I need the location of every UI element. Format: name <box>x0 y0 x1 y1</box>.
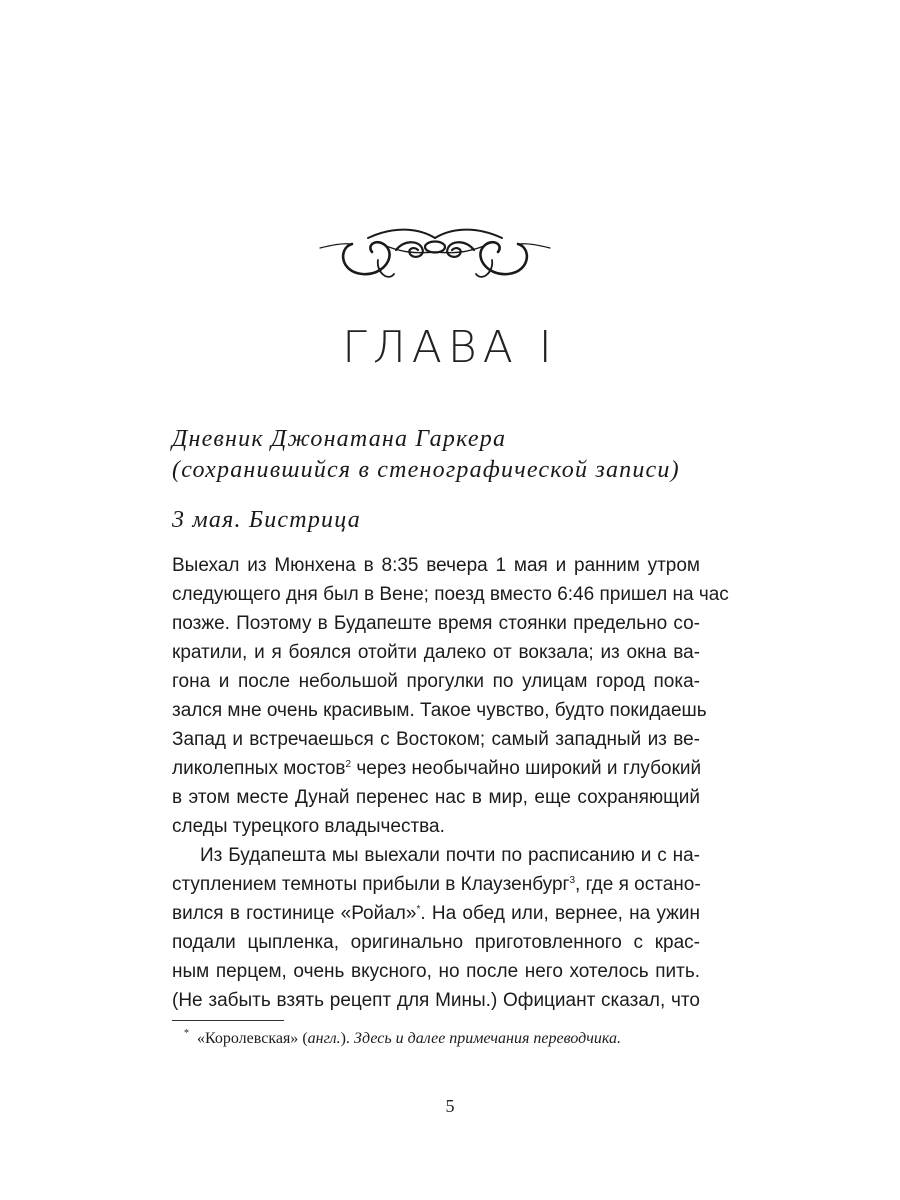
text-line: Запад и встречаешься с Востоком; самый западный из ве- <box>172 729 700 750</box>
body-text <box>172 551 729 1015</box>
text-fragment: ступлением темноты прибыли в Клаузенбург <box>172 874 570 895</box>
decorative-flourish-icon <box>318 226 552 286</box>
footnote-ref[interactable]: * <box>416 904 421 915</box>
text-fragment: , где я остано- <box>575 874 701 895</box>
text-line: Из Будапешта мы выехали почти по расписанию и с на- <box>200 845 700 866</box>
text-line: (Не забыть взять рецепт для Мины.) Официант сказал, что <box>172 990 700 1011</box>
chapter-title: ГЛАВА I <box>342 322 558 373</box>
text-fragment: . На обед или, вернее, на ужин <box>420 903 700 924</box>
text-line: ным перцем, очень вкусного, но после него хотелось пить. <box>172 961 700 982</box>
text-line <box>172 899 700 928</box>
text-fragment: вился в гостинице «Ройал» <box>172 903 417 924</box>
text-line: подали цыпленка, оригинально приготовленного с крас- <box>172 932 700 953</box>
text-line: кратили, и я боялся отойти далеко от вокзала; из окна ва- <box>172 642 700 663</box>
footnote-ref[interactable]: 3 <box>569 875 576 886</box>
text-line: Выехал из Мюнхена в 8:35 вечера 1 мая и ранним утром <box>172 555 700 576</box>
text-line: в этом месте Дунай перенес нас в мир, еще сохраняющий <box>172 787 700 808</box>
text-fragment: ликолепных мостов <box>172 758 346 779</box>
chapter-subtitle <box>172 424 680 486</box>
footnote-divider <box>172 1020 284 1021</box>
text-line: зался мне очень красивым. Такое чувство, будто покидаешь <box>172 700 707 721</box>
footnote-punct: ). <box>340 1030 354 1047</box>
footnote-note: Здесь и далее примечания переводчика. <box>353 1030 621 1047</box>
footnote-language: англ. <box>307 1030 341 1047</box>
text-line: позже. Поэтому в Будапеште время стоянки предельно со- <box>172 613 700 634</box>
page-number: 5 <box>445 1096 455 1116</box>
footnote-quote: «Королевская» <box>197 1030 299 1047</box>
footnote-punct: ( <box>298 1030 308 1047</box>
text-line <box>172 870 700 899</box>
text-line <box>172 754 700 783</box>
diary-entry-heading: 3 мая. Бистрица <box>172 507 361 533</box>
footnote-ref[interactable]: 2 <box>345 759 352 770</box>
footnote <box>184 1028 621 1048</box>
text-line: гона и после небольшой прогулки по улицам город пока- <box>172 671 700 692</box>
text-line: следы турецкого владычества. <box>172 816 445 837</box>
subtitle-line: Дневник Джонатана Гаркера <box>172 426 507 452</box>
text-fragment: через необычайно широкий и глубокий <box>351 758 702 779</box>
subtitle-line: (сохранившийся в стенографической записи) <box>172 457 680 483</box>
footnote-mark: * <box>184 1028 189 1039</box>
text-line: следующего дня был в Вене; поезд вместо 6:46 пришел на час <box>172 584 729 605</box>
